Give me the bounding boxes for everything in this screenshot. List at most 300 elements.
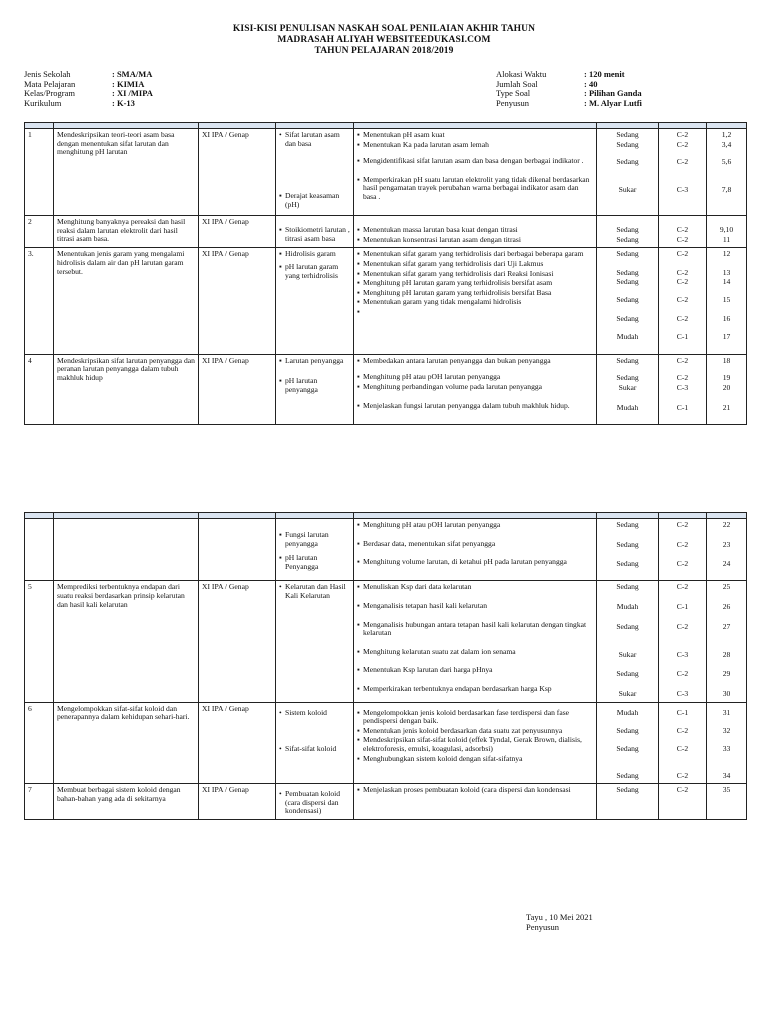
level-cell (597, 248, 659, 355)
cognitive-value: C-2 (676, 277, 689, 287)
material-label: pH larutan penyangga (285, 376, 318, 395)
meta-value: : 120 menit (584, 69, 625, 79)
indicators-cell (354, 702, 597, 784)
row-number: 1 (25, 129, 54, 216)
cognitive-value: C-2 (676, 139, 689, 149)
indicator-text: Mengelompokkan jenis koloid berdasarkan fase terdispersi dan fase pendispersi dengan baik. (363, 707, 570, 726)
bullet-icon: ▪ (357, 735, 360, 745)
bullet-icon: ▪ (279, 355, 282, 365)
indicator-text: Menentukan massa larutan basa kuat dengan titrasi (363, 225, 518, 235)
cognitive-cell (659, 129, 707, 216)
cognitive-cell (659, 216, 707, 248)
indicator-item (357, 621, 593, 638)
question-number-value: 29 (722, 669, 731, 679)
cognitive-value: C-2 (676, 249, 689, 259)
indicator-text: Menganalisis hubungan antara tetapan hasil kali kelarutan dengan tingkat kelarutan (363, 619, 587, 638)
level-cell (597, 354, 659, 424)
question-number-value: 13 (722, 267, 731, 277)
indicator-item (357, 755, 593, 764)
material-item (279, 554, 350, 571)
indicator-item (357, 270, 593, 279)
row-number: 2 (25, 216, 54, 248)
level-value: Sedang (616, 725, 639, 735)
bullet-icon: ▪ (357, 725, 360, 735)
materials-cell (276, 216, 354, 248)
bullet-icon: ▪ (357, 139, 360, 149)
question-number-value (710, 342, 743, 352)
indicator-text: Menghitung pH larutan garam yang terhidrolisis bersifat Basa (363, 287, 552, 297)
indicator-item (357, 383, 593, 392)
bullet-icon: ▪ (279, 553, 282, 563)
question-number-value: 25 (722, 582, 731, 592)
meta-value: : Pilihan Ganda (584, 88, 642, 99)
question-number-value: 27 (722, 621, 731, 631)
material-item (279, 131, 350, 148)
cognitive-value: C-3 (676, 383, 689, 393)
level-value: Sedang (616, 785, 639, 795)
question-number-cell (707, 248, 747, 355)
bullet-icon: ▪ (357, 382, 360, 392)
cognitive-value: C-1 (676, 601, 689, 611)
level-value: Sedang (616, 373, 639, 383)
question-number-value: 20 (722, 383, 731, 393)
indicator-item (357, 786, 593, 795)
indicator-item (357, 131, 593, 140)
level-value: Sedang (616, 234, 639, 244)
class-semester: XI IPA / Genap (199, 702, 276, 784)
material-item (279, 357, 350, 366)
bullet-icon: ▪ (357, 174, 360, 184)
cognitive-value: C-2 (676, 234, 689, 244)
table-row (25, 216, 747, 248)
bullet-icon: ▪ (357, 619, 360, 629)
level-cell (597, 702, 659, 784)
level-value: Sukar (618, 688, 637, 698)
bullet-icon: ▪ (357, 278, 360, 288)
signature-block (526, 912, 593, 932)
doc-title: KISI-KISI PENULISAN NASKAH SOAL PENILAIAN AKHIR TAHUN (232, 24, 536, 34)
indicator-item (357, 709, 593, 726)
material-item (279, 192, 350, 209)
material-label: Pembuatan koloid (cara dispersi dan kondensasi) (285, 789, 341, 816)
row-number: 4 (25, 354, 54, 424)
question-number-value: 24 (722, 559, 731, 569)
materials-cell (276, 519, 354, 581)
indicator-text: Menentukan Ksp larutan dari harga pHnya (363, 665, 493, 675)
indicator-item (357, 373, 593, 382)
indicators-cell (354, 216, 597, 248)
bullet-icon: ▪ (357, 665, 360, 675)
materials-cell (276, 354, 354, 424)
indicator-item (357, 157, 593, 166)
indicator-text: Menghitung perbandingan volume pada larutan penyangga (363, 382, 543, 392)
question-number-value: 9,10 (719, 225, 734, 235)
question-number-cell (707, 129, 747, 216)
class-semester: XI IPA / Genap (199, 248, 276, 355)
indicators-cell (354, 784, 597, 820)
bullet-icon: ▪ (357, 355, 360, 365)
cognitive-cell (659, 784, 707, 820)
meta-value: : XI /MIPA (112, 88, 153, 99)
indicator-text: Menentukan sifat garam yang terhidrolisis dari Reaksi Ionisasi (363, 268, 554, 278)
meta-value: : SMA/MA (112, 69, 153, 79)
bullet-icon: ▪ (357, 156, 360, 166)
material-item (279, 531, 350, 548)
bullet-icon: ▪ (357, 600, 360, 610)
material-label: Stoikiometri larutan , titrasi asam basa (285, 225, 350, 243)
bullet-icon: ▪ (357, 520, 360, 529)
level-value: Sedang (616, 582, 639, 592)
competency-text: Menghitung banyaknya pereaksi dan hasil reaksi dalam larutan elektrolit dari hasil titrasi asam basa. (54, 216, 199, 248)
level-value: Sedang (616, 621, 639, 631)
competency-text: Mengelompokkan sifat-sifat koloid dan penerapannya dalam kehidupan sehari-hari. (54, 702, 199, 784)
bullet-icon: ▪ (357, 297, 360, 307)
cognitive-value: C-2 (676, 267, 689, 277)
indicator-text: Menghitung pH atau pOH larutan penyangga (363, 372, 501, 382)
cognitive-value: C-2 (676, 669, 689, 679)
material-item (279, 745, 350, 754)
class-semester: XI IPA / Genap (199, 581, 276, 702)
level-value: Sukar (618, 383, 637, 393)
level-value: Sedang (616, 520, 639, 529)
table-row (25, 784, 747, 820)
competency-text: Membuat berbagai sistem koloid dengan bahan-bahan yang ada di sekitarnya (54, 784, 199, 820)
table-part-1 (24, 122, 747, 425)
material-label: Sistem koloid (285, 707, 327, 717)
bullet-icon: ▪ (357, 372, 360, 382)
material-item (279, 226, 350, 243)
question-number-value: 26 (722, 601, 731, 611)
table-row (25, 581, 747, 702)
level-cell (597, 581, 659, 702)
indicator-text: Mengidentifikasi sifat larutan asam dan basa dengan berbagai indikator . (363, 156, 584, 166)
row-number: 3. (25, 248, 54, 355)
indicator-text: Menentukan jenis koloid berdasarkan data suatu zat penyusunnya (363, 725, 563, 735)
cognitive-value: C-2 (676, 559, 689, 569)
meta-key: Mata Pelajaran (24, 78, 76, 89)
indicator-item (357, 176, 593, 202)
question-number-value: 19 (722, 373, 731, 383)
indicator-text: Menghitung volume larutan, di ketahui pH pada larutan penyangga (363, 557, 567, 567)
level-value: Sedang (616, 295, 639, 305)
materials-cell (276, 702, 354, 784)
question-number-cell (707, 519, 747, 581)
indicator-text: Mendeskripsikan sifat-sifat koloid (effek Tyndal, Gerak Brown, dialisis, elektroforesis, emulsi, koagulasi, adsorbsi) (363, 735, 582, 753)
indicator-text: Menentukan sifat garam yang terhidrolisis dari Uji Lakmus (363, 258, 544, 268)
question-number-value: 17 (722, 331, 731, 341)
question-number-value: 3,4 (721, 139, 732, 149)
level-value: Sedang (616, 539, 639, 549)
material-label: Hidrolisis garam (285, 249, 336, 259)
meta-value: : K-13 (112, 97, 135, 108)
cognitive-value: C-2 (676, 157, 689, 167)
cognitive-value: C-2 (676, 743, 689, 753)
indicators-cell (354, 519, 597, 581)
meta-row (496, 99, 642, 109)
question-number-value: 18 (722, 355, 731, 365)
question-number-cell (707, 702, 747, 784)
cognitive-value: C-3 (676, 688, 689, 698)
indicator-text: Menentukan pH asam kuat (363, 130, 445, 139)
academic-year: TAHUN PELAJARAN 2018/2019 (314, 46, 454, 56)
material-label: Larutan penyangga (285, 355, 344, 365)
level-value (600, 342, 655, 352)
indicator-text: Menganalisis tetapan hasil kali kelarutan (363, 600, 487, 610)
indicator-item (357, 260, 593, 269)
table-row (25, 248, 747, 355)
meta-right (496, 70, 642, 108)
level-value: Sedang (616, 157, 639, 167)
indicators-cell (354, 248, 597, 355)
indicator-text: Memperkirakan pH suatu larutan elektrolit yang tidak dikenal berdasarkan hasil pengamatan trayek perubahan warna berbagai indikator asam dan basa . (363, 174, 590, 201)
bullet-icon: • (279, 744, 282, 754)
question-number-value: 30 (722, 688, 731, 698)
level-value: Sedang (616, 669, 639, 679)
material-label: pH larutan Penyangga (285, 553, 319, 571)
material-label: pH larutan garam yang terhidrolisis (285, 261, 339, 280)
question-number-value: 35 (722, 785, 731, 795)
cognitive-value: C-2 (676, 520, 689, 529)
question-number-value: 7,8 (721, 185, 732, 195)
indicator-item (357, 357, 593, 366)
cognitive-value: C-2 (676, 725, 689, 735)
indicator-item (357, 540, 593, 549)
cognitive-cell (659, 354, 707, 424)
bullet-icon: • (279, 130, 282, 139)
bullet-icon: ▪ (357, 287, 360, 297)
question-number-value: 31 (722, 707, 731, 717)
table-row (25, 354, 747, 424)
table-row (25, 519, 747, 581)
material-item (279, 250, 350, 259)
bullet-icon: ▪ (357, 707, 360, 717)
level-cell (597, 129, 659, 216)
indicator-item (357, 289, 593, 298)
question-number-value: 5,6 (721, 157, 732, 167)
cognitive-cell (659, 702, 707, 784)
indicator-text: Menuliskan Ksp dari data kelarutan (363, 582, 472, 592)
material-item (279, 583, 350, 600)
materials-cell (276, 248, 354, 355)
cognitive-value: C-3 (676, 185, 689, 195)
competency-text (54, 519, 199, 581)
materials-cell (276, 129, 354, 216)
indicator-item (357, 141, 593, 150)
cognitive-value: C-2 (676, 785, 689, 795)
row-number: 5 (25, 581, 54, 702)
question-number-value: 1,2 (721, 130, 732, 139)
indicator-item (357, 236, 593, 245)
question-number-value: 28 (722, 649, 731, 659)
competency-text: Mendeskripsikan sifat larutan penyangga dan peranan larutan penyangga dalam tubuh makhluk hidup (54, 354, 199, 424)
meta-key: Kelas/Program (24, 88, 75, 99)
indicator-text: Memperkirakan terbentuknya endapan berdasarkan harga Ksp (363, 683, 552, 693)
level-value: Mudah (616, 331, 639, 341)
bullet-icon: ▪ (357, 582, 360, 592)
cognitive-value: C-2 (676, 295, 689, 305)
bullet-icon: ▪ (357, 225, 360, 235)
indicator-text: Menghitung pH atau pOH larutan penyangga (363, 520, 501, 529)
indicator-item (357, 685, 593, 694)
class-semester: XI IPA / Genap (199, 216, 276, 248)
bullet-icon: ▪ (357, 753, 360, 763)
cognitive-value: C-3 (676, 649, 689, 659)
bullet-icon: ▪ (357, 258, 360, 268)
question-number-cell (707, 581, 747, 702)
material-label: Sifat larutan asam dan basa (285, 130, 340, 148)
indicator-item (357, 226, 593, 235)
meta-value: : M. Alyar Lutfi (584, 97, 642, 108)
row-number: 7 (25, 784, 54, 820)
question-number-value: 14 (722, 277, 731, 287)
cognitive-cell (659, 248, 707, 355)
level-cell (597, 519, 659, 581)
level-value: Sedang (616, 743, 639, 753)
indicators-cell (354, 581, 597, 702)
indicator-text: Menghitung kelarutan suatu zat dalam ion senama (363, 646, 516, 656)
meta-key: Jumlah Soal (496, 78, 538, 89)
question-number-cell (707, 216, 747, 248)
meta-value: : KIMIA (112, 78, 145, 89)
bullet-icon: ▪ (357, 268, 360, 278)
cognitive-value: C-2 (676, 582, 689, 592)
level-value: Sedang (616, 355, 639, 365)
question-number-value: 22 (722, 520, 731, 529)
indicator-text: Membedakan antara larutan penyangga dan bukan penyangga (363, 355, 551, 365)
level-value: Sedang (616, 225, 639, 235)
indicators-cell (354, 129, 597, 216)
materials-cell (276, 581, 354, 702)
row-number: 6 (25, 702, 54, 784)
bullet-icon: ▪ (357, 646, 360, 656)
level-value: Sedang (616, 130, 639, 139)
question-number-value: 16 (722, 313, 731, 323)
cognitive-value: C-1 (676, 707, 689, 717)
class-semester: XI IPA / Genap (199, 784, 276, 820)
bullet-icon: ▪ (279, 191, 282, 201)
indicator-item (357, 558, 593, 567)
meta-key: Alokasi Waktu (496, 69, 547, 79)
bullet-icon: • (279, 582, 282, 592)
competency-text: Memprediksi terbentuknya endapan dari suatu reaksi berdasarkan prinsip kelarutan dan hasil kali kelarutan (54, 581, 199, 702)
indicator-text: Menentukan sifat garam yang terhidrolisis dari berbagai beberapa garam (363, 249, 584, 259)
material-item (279, 709, 350, 718)
table-part-2 (24, 512, 747, 820)
indicator-item (357, 250, 593, 259)
indicator-item (357, 583, 593, 592)
indicator-item (357, 279, 593, 288)
bullet-icon: ▪ (357, 400, 360, 410)
table-row (25, 702, 747, 784)
level-value: Mudah (616, 707, 639, 717)
question-number-value: 34 (722, 770, 731, 780)
materials-cell (276, 784, 354, 820)
question-number-value: 32 (722, 725, 731, 735)
indicator-item (357, 602, 593, 611)
question-number-value: 15 (722, 295, 731, 305)
bullet-icon: ▪ (357, 557, 360, 567)
cognitive-cell (659, 581, 707, 702)
bullet-icon: • (279, 707, 282, 717)
indicator-item (357, 648, 593, 657)
meta-key: Penyusun (496, 97, 530, 108)
cognitive-value: C-2 (676, 539, 689, 549)
class-semester: XI IPA / Genap (199, 129, 276, 216)
bullet-icon: ▪ (357, 249, 360, 259)
question-number-value: 23 (722, 539, 731, 549)
bullet-icon: ▪ (357, 785, 360, 795)
meta-value: : 40 (584, 78, 598, 89)
level-value: Sedang (616, 249, 639, 259)
material-label: Kelarutan dan Hasil Kali Kelarutan (285, 582, 346, 600)
indicator-text: Berdasar data, menentukan sifat penyangga (363, 538, 496, 548)
level-value: Sedang (616, 139, 639, 149)
indicator-item (357, 402, 593, 411)
level-value: Mudah (616, 601, 639, 611)
question-number-value: 21 (722, 402, 731, 412)
level-value: Sedang (616, 313, 639, 323)
material-item (279, 263, 350, 280)
level-value: Sedang (616, 267, 639, 277)
indicator-text: Menentukan Ka pada larutan asam lemah (363, 139, 489, 149)
material-label: Fungsi larutan penyangga (285, 530, 329, 548)
table-row (25, 129, 747, 216)
cognitive-value: C-2 (676, 130, 689, 139)
cognitive-value: C-2 (676, 355, 689, 365)
bullet-icon: ▪ (279, 249, 282, 259)
indicator-item (357, 666, 593, 675)
class-semester: XI IPA / Genap (199, 354, 276, 424)
cognitive-value: C-2 (676, 621, 689, 631)
bullet-icon: ▪ (357, 306, 360, 316)
cognitive-value: C-2 (676, 225, 689, 235)
indicator-item (357, 521, 593, 530)
level-value: Sedang (616, 277, 639, 287)
cognitive-value: C-2 (676, 373, 689, 383)
class-semester (199, 519, 276, 581)
bullet-icon: ▪ (279, 376, 282, 386)
meta-row (24, 99, 153, 109)
indicator-text: Menjelaskan proses pembuatan koloid (cara dispersi dan kondensasi (363, 785, 571, 795)
indicator-text: Menentukan konsentrasi larutan asam dengan titrasi (363, 234, 521, 244)
material-item (279, 377, 350, 394)
row-number (25, 519, 54, 581)
school-name: MADRASAH ALIYAH WEBSITEEDUKASI.COM (277, 35, 491, 45)
question-number-value: 12 (722, 249, 731, 259)
question-number-value: 33 (722, 743, 731, 753)
meta-key: Jenis Sekolah (24, 69, 71, 79)
level-value: Mudah (616, 402, 639, 412)
bullet-icon: • (279, 789, 282, 799)
signature-role: Penyusun (526, 922, 560, 932)
meta-left (24, 70, 153, 108)
level-value: Sedang (616, 770, 639, 780)
signature-place-date: Tayu , 10 Mei 2021 (526, 912, 593, 922)
bullet-icon: ▪ (279, 530, 282, 539)
indicator-item (357, 298, 593, 307)
indicator-item (357, 727, 593, 736)
cognitive-value: C-2 (676, 313, 689, 323)
cognitive-cell (659, 519, 707, 581)
bullet-icon: ▪ (357, 234, 360, 244)
competency-text: Mendeskripsikan teori-teori asam basa dengan menentukan sifat larutan dan menghitung pH larutan (54, 129, 199, 216)
material-label: Sifat-sifat koloid (285, 744, 337, 754)
cognitive-value: C-2 (676, 770, 689, 780)
indicator-item (357, 736, 593, 753)
question-number-cell (707, 354, 747, 424)
bullet-icon: ▪ (279, 261, 282, 271)
level-cell (597, 216, 659, 248)
